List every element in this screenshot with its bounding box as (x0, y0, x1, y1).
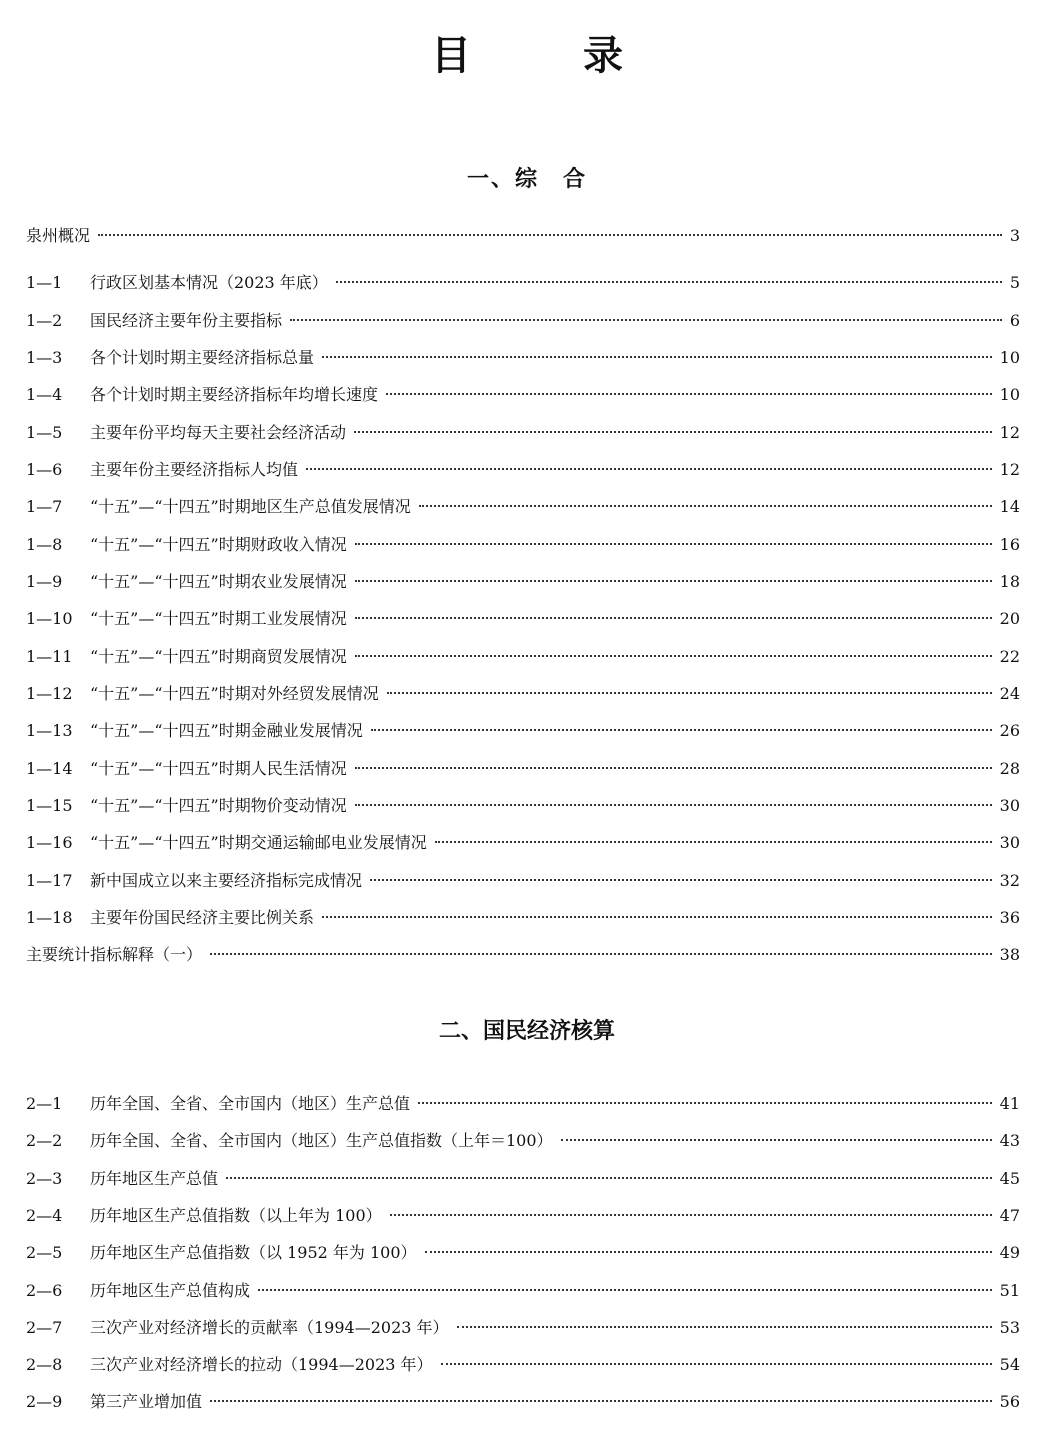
dot-leader (290, 318, 1002, 321)
dot-leader (435, 840, 992, 843)
dot-leader (354, 430, 992, 433)
toc-entry-label: “十五”—“十四五”时期农业发展情况 (90, 572, 347, 591)
dot-leader (419, 504, 992, 507)
toc-entry-number: 2—6 (26, 1281, 63, 1300)
toc-entry[interactable] (26, 1241, 1020, 1265)
toc-entry[interactable] (26, 1204, 1020, 1228)
toc-entry-label: “十五”—“十四五”时期金融业发展情况 (90, 721, 363, 740)
toc-entry[interactable] (26, 1129, 1020, 1153)
toc-entry-number: 1—3 (26, 348, 63, 367)
toc-entry-page-number: 32 (999, 871, 1020, 890)
toc-entry-page-number: 47 (999, 1206, 1020, 1225)
toc-entry-page-number: 3 (1009, 226, 1020, 245)
toc-entry-label: 主要统计指标解释（一） (26, 945, 203, 964)
toc-entry-page-number: 28 (999, 759, 1020, 778)
toc-entry-number: 1—17 (26, 871, 73, 890)
toc-entry[interactable] (26, 570, 1020, 594)
dot-leader (387, 691, 992, 694)
toc-entry-label: 三次产业对经济增长的贡献率（1994—2023 年） (90, 1318, 449, 1337)
toc-entry[interactable] (26, 383, 1020, 407)
toc-entry-number: 1—14 (26, 759, 73, 778)
page-title: 目 录 (431, 33, 659, 79)
toc-entry-page-number: 5 (1009, 273, 1020, 292)
toc-entry-number: 1—15 (26, 796, 73, 815)
toc-entry-number: 1—4 (26, 385, 63, 404)
toc-entry-label: 历年全国、全省、全市国内（地区）生产总值指数（上年＝100） (90, 1131, 553, 1150)
dot-leader (355, 654, 992, 657)
toc-entry[interactable] (26, 1316, 1020, 1340)
toc-entry-label: 历年地区生产总值 (90, 1169, 219, 1188)
toc-entry-number: 1—1 (26, 273, 63, 292)
toc-entry-page-number: 12 (999, 423, 1020, 442)
dot-leader (226, 1176, 992, 1179)
toc-entry-number: 1—9 (26, 572, 63, 591)
toc-entry-page-number: 12 (999, 460, 1020, 479)
dot-leader (98, 233, 1002, 236)
toc-entry-page-number: 16 (999, 535, 1020, 554)
toc-entry-number: 2—2 (26, 1131, 63, 1150)
toc-entry[interactable] (26, 1279, 1020, 1303)
toc-entry-number: 2—4 (26, 1206, 63, 1225)
toc-entry[interactable] (26, 943, 1020, 967)
toc-entry-label: “十五”—“十四五”时期商贸发展情况 (90, 647, 347, 666)
toc-entry[interactable] (26, 421, 1020, 445)
dot-leader (322, 355, 992, 358)
toc-entry-page-number: 43 (999, 1131, 1020, 1150)
dot-leader (355, 579, 992, 582)
toc-entry-page-number: 36 (999, 908, 1020, 927)
toc-entry-page-number: 30 (999, 833, 1020, 852)
toc-entry-label: 历年地区生产总值指数（以 1952 年为 100） (90, 1243, 417, 1262)
toc-entry-page-number: 51 (999, 1281, 1020, 1300)
dot-leader (441, 1362, 992, 1365)
toc-entry-number: 2—8 (26, 1355, 63, 1374)
section-heading-general: 一、综 合 (466, 167, 587, 192)
toc-entry-number: 2—9 (26, 1392, 63, 1411)
toc-entry-number: 2—3 (26, 1169, 63, 1188)
toc-entry-label: 三次产业对经济增长的拉动（1994—2023 年） (90, 1355, 433, 1374)
dot-leader (561, 1138, 992, 1141)
dot-leader (355, 766, 992, 769)
toc-entry-number: 1—11 (26, 647, 73, 666)
toc-entry-label: 主要年份国民经济主要比例关系 (90, 908, 315, 927)
toc-entry[interactable] (26, 495, 1020, 519)
toc-entry-page-number: 20 (999, 609, 1020, 628)
dot-leader (210, 1399, 992, 1402)
dot-leader (355, 542, 992, 545)
dot-leader (386, 392, 992, 395)
toc-entry[interactable] (26, 682, 1020, 706)
section-heading-national-accounts: 二、国民经济核算 (438, 1019, 615, 1044)
toc-entry-label: 各个计划时期主要经济指标总量 (90, 348, 315, 367)
toc-entry[interactable] (26, 869, 1020, 893)
toc-entry-page-number: 26 (999, 721, 1020, 740)
dot-leader (355, 803, 992, 806)
dot-leader (425, 1250, 992, 1253)
dot-leader (210, 952, 992, 955)
toc-entry-label: 新中国成立以来主要经济指标完成情况 (90, 871, 363, 890)
toc-entry-page-number: 56 (999, 1392, 1020, 1411)
toc-entry-label: 泉州概况 (26, 226, 91, 245)
toc-entry-page-number: 45 (999, 1169, 1020, 1188)
dot-leader (371, 728, 992, 731)
toc-entry[interactable] (26, 1390, 1020, 1414)
toc-entry[interactable] (26, 1092, 1020, 1116)
toc-entry-page-number: 18 (999, 572, 1020, 591)
toc-entry-number: 1—12 (26, 684, 73, 703)
toc-entry[interactable] (26, 607, 1020, 631)
toc-entry-number: 1—7 (26, 497, 63, 516)
toc-entry-number: 1—13 (26, 721, 73, 740)
toc-entry-label: 历年全国、全省、全市国内（地区）生产总值 (90, 1094, 411, 1113)
toc-entry-label: “十五”—“十四五”时期对外经贸发展情况 (90, 684, 379, 703)
toc-entry[interactable] (26, 346, 1020, 370)
dot-leader (457, 1325, 992, 1328)
toc-entry[interactable] (26, 533, 1020, 557)
dot-leader (390, 1213, 992, 1216)
toc-entry-label: 国民经济主要年份主要指标 (90, 311, 283, 330)
toc-entry-label: “十五”—“十四五”时期物价变动情况 (90, 796, 347, 815)
dot-leader (322, 915, 992, 918)
toc-entry-label: “十五”—“十四五”时期财政收入情况 (90, 535, 347, 554)
toc-entry-page-number: 38 (999, 945, 1020, 964)
dot-leader (418, 1101, 992, 1104)
toc-entry[interactable] (26, 309, 1020, 333)
toc-entry[interactable] (26, 906, 1020, 930)
toc-entry-number: 2—5 (26, 1243, 63, 1262)
toc-entry-label: 行政区划基本情况（2023 年底） (90, 273, 328, 292)
toc-entry-page-number: 54 (999, 1355, 1020, 1374)
toc-entry-label: “十五”—“十四五”时期交通运输邮电业发展情况 (90, 833, 427, 852)
toc-entry-page-number: 22 (999, 647, 1020, 666)
toc-entry[interactable] (26, 271, 1020, 295)
toc-entry-number: 1—10 (26, 609, 73, 628)
toc-entry[interactable] (26, 458, 1020, 482)
toc-entry-label: 各个计划时期主要经济指标年均增长速度 (90, 385, 379, 404)
toc-entry-number: 1—8 (26, 535, 63, 554)
toc-entry-page-number: 49 (999, 1243, 1020, 1262)
toc-entry-label: 历年地区生产总值构成 (90, 1281, 251, 1300)
toc-entry-label: 主要年份平均每天主要社会经济活动 (90, 423, 347, 442)
dot-leader (355, 616, 992, 619)
toc-entry[interactable] (26, 1353, 1020, 1377)
toc-entry[interactable] (26, 757, 1020, 781)
toc-entry-page-number: 30 (999, 796, 1020, 815)
toc-entry-page-number: 41 (999, 1094, 1020, 1113)
toc-entry-number: 1—6 (26, 460, 63, 479)
toc-entry-label: 第三产业增加值 (90, 1392, 203, 1411)
dot-leader (370, 878, 992, 881)
toc-entry[interactable] (26, 794, 1020, 818)
dot-leader (306, 467, 992, 470)
toc-entry-label: 主要年份主要经济指标人均值 (90, 460, 299, 479)
toc-entry-label: “十五”—“十四五”时期地区生产总值发展情况 (90, 497, 411, 516)
toc-entry[interactable] (26, 719, 1020, 743)
toc-entry-number: 2—7 (26, 1318, 63, 1337)
toc-entry[interactable] (26, 645, 1020, 669)
dot-leader (336, 280, 1002, 283)
toc-entry-label: “十五”—“十四五”时期人民生活情况 (90, 759, 347, 778)
toc-entry[interactable] (26, 1167, 1020, 1191)
dot-leader (258, 1288, 992, 1291)
toc-entry[interactable] (26, 831, 1020, 855)
toc-entry-page-number: 10 (999, 385, 1020, 404)
toc-entry-number: 1—18 (26, 908, 73, 927)
toc-entry-page-number: 14 (999, 497, 1020, 516)
toc-entry-label: 历年地区生产总值指数（以上年为 100） (90, 1206, 382, 1225)
toc-entry-page-number: 53 (999, 1318, 1020, 1337)
toc-entry-number: 1—5 (26, 423, 63, 442)
toc-entry-page-number: 10 (999, 348, 1020, 367)
toc-entry-page-number: 6 (1009, 311, 1020, 330)
toc-entry-number: 1—16 (26, 833, 73, 852)
toc-entry-label: “十五”—“十四五”时期工业发展情况 (90, 609, 347, 628)
toc-entry[interactable] (26, 224, 1020, 248)
toc-entry-page-number: 24 (999, 684, 1020, 703)
toc-entry-number: 2—1 (26, 1094, 63, 1113)
toc-entry-number: 1—2 (26, 311, 63, 330)
